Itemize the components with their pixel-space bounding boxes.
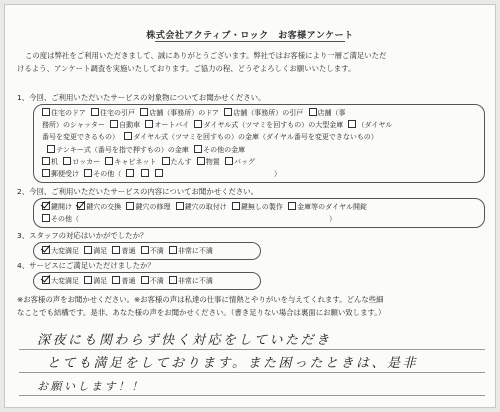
option-label: 住宅のドア bbox=[51, 109, 86, 117]
checkbox[interactable] bbox=[112, 276, 120, 284]
options-row bbox=[42, 168, 476, 180]
option-label: 満足 bbox=[93, 277, 108, 285]
comment-line bbox=[19, 373, 485, 396]
intro-line: けるよう、アンケート調査を実施いたしております。ご協力の程、どうぞよろしくお願いいたします。 bbox=[17, 64, 356, 73]
checkbox[interactable] bbox=[155, 169, 163, 177]
question-2 bbox=[17, 185, 485, 228]
question-4-options bbox=[33, 272, 261, 290]
option-label: ロッカー bbox=[72, 157, 101, 166]
options-row bbox=[42, 213, 476, 225]
option-label: キャビネット bbox=[114, 157, 157, 166]
option-label: 机 bbox=[51, 157, 58, 166]
option-label: テンキー式（番号を指で押すもの）の金庫 bbox=[56, 145, 189, 154]
option-label: 大変満足 bbox=[51, 247, 79, 255]
checkbox[interactable] bbox=[169, 276, 177, 284]
option[interactable] bbox=[140, 107, 219, 119]
question-4-title: 4、サービスにご満足いただけましたか？ bbox=[17, 261, 155, 270]
checkbox-checked[interactable] bbox=[77, 202, 85, 210]
option[interactable] bbox=[145, 119, 189, 131]
checkbox[interactable] bbox=[145, 120, 153, 128]
option[interactable] bbox=[141, 245, 164, 257]
option[interactable] bbox=[225, 156, 255, 168]
checkbox[interactable] bbox=[141, 276, 149, 284]
option-label: オートバイ bbox=[154, 121, 190, 130]
note-line: なことでも結構です。是非、あなた様の声をお聞かせください。（書き足りない場合は裏面にお願い致します。） bbox=[17, 308, 386, 317]
options-row bbox=[42, 119, 476, 131]
option-label: 住宅の引戸 bbox=[100, 109, 136, 117]
checkbox[interactable] bbox=[176, 202, 184, 210]
option[interactable] bbox=[348, 119, 392, 131]
option[interactable] bbox=[77, 201, 121, 213]
option[interactable] bbox=[84, 168, 121, 180]
checkbox[interactable] bbox=[124, 132, 132, 140]
checkbox[interactable] bbox=[140, 108, 148, 116]
option-label: 不満 bbox=[149, 277, 164, 285]
question-2-options bbox=[33, 198, 485, 228]
checkbox[interactable] bbox=[197, 157, 205, 165]
question-1-options bbox=[33, 104, 485, 183]
option-label: 非常に不満 bbox=[177, 277, 213, 285]
option[interactable] bbox=[309, 107, 346, 119]
option[interactable] bbox=[47, 144, 189, 156]
option[interactable] bbox=[141, 168, 150, 180]
comment-text: 深夜にも関わらず快く対応をしていただき bbox=[37, 333, 332, 348]
option[interactable] bbox=[42, 168, 79, 180]
option-label: 鍵開け bbox=[51, 203, 72, 211]
option-label: その他の金庫 bbox=[203, 145, 246, 154]
option-label: バッグ bbox=[234, 157, 256, 166]
options-row bbox=[42, 275, 252, 287]
option-label: 務所）のシャッター bbox=[42, 121, 105, 130]
checkbox[interactable] bbox=[84, 169, 92, 177]
option-label: その他（ bbox=[51, 215, 79, 224]
survey-sheet bbox=[4, 4, 496, 408]
option[interactable] bbox=[42, 275, 79, 287]
option-label: 鍵穴の交換 bbox=[86, 203, 122, 211]
comment-text: お願いします！！ bbox=[37, 380, 145, 393]
option-label: 店舗（事務所）の引戸 bbox=[233, 109, 304, 117]
option[interactable] bbox=[232, 201, 283, 213]
close-paren: ） bbox=[329, 215, 336, 224]
options-row bbox=[42, 131, 476, 143]
checkbox[interactable] bbox=[91, 108, 99, 116]
checkbox[interactable] bbox=[63, 157, 71, 165]
checkbox[interactable] bbox=[105, 157, 113, 165]
checkbox[interactable] bbox=[110, 120, 118, 128]
option-label: 非常に不満 bbox=[177, 247, 213, 255]
option-label: 店舗（事務所）のドア bbox=[149, 109, 220, 117]
option[interactable] bbox=[197, 156, 220, 168]
checkbox[interactable] bbox=[42, 214, 50, 222]
option[interactable] bbox=[105, 156, 156, 168]
option[interactable] bbox=[84, 275, 107, 287]
option[interactable] bbox=[162, 156, 192, 168]
option-label: 郵便受け bbox=[51, 170, 79, 179]
checkbox[interactable] bbox=[126, 202, 134, 210]
close-paren: ） bbox=[273, 170, 281, 179]
question-3 bbox=[17, 229, 485, 260]
checkbox[interactable] bbox=[162, 157, 170, 165]
option-label: ダイヤル式（ツマミを回すもの）の金庫（ダイヤル番号を変更できないもの） bbox=[133, 133, 378, 142]
checkbox[interactable] bbox=[84, 276, 92, 284]
option-label: たんす bbox=[170, 157, 192, 166]
option[interactable] bbox=[141, 275, 164, 287]
option[interactable] bbox=[42, 107, 86, 119]
checkbox-checked[interactable] bbox=[42, 246, 50, 254]
checkbox[interactable] bbox=[126, 169, 134, 177]
checkbox[interactable] bbox=[42, 157, 50, 165]
option-label: 番号を変更できるもの） bbox=[42, 133, 119, 142]
question-1-title: 1、今回、ご利用いただいたサービスの対象物についてお聞かせください。 bbox=[17, 93, 266, 102]
option-label: 鍵穴の修理 bbox=[135, 203, 171, 211]
option[interactable] bbox=[42, 213, 336, 225]
option[interactable] bbox=[124, 131, 378, 143]
option[interactable] bbox=[42, 201, 72, 213]
voice-note bbox=[17, 293, 485, 319]
option[interactable] bbox=[42, 156, 58, 168]
intro-line: この度は弊社をご利用いただきまして、誠にありがとうございます。弊社ではお客様により一層ご満足いただ bbox=[25, 51, 387, 60]
comment-text: とても満足をしております。また困ったときは、是非 bbox=[47, 356, 418, 371]
option[interactable] bbox=[112, 245, 135, 257]
checkbox[interactable] bbox=[141, 246, 149, 254]
option[interactable] bbox=[84, 245, 107, 257]
checkbox[interactable] bbox=[348, 120, 356, 128]
checkbox[interactable] bbox=[169, 246, 177, 254]
title-underline bbox=[155, 41, 345, 42]
option-label: （ダイヤル bbox=[357, 121, 393, 130]
option-label: 鍵穴の取付け bbox=[184, 203, 227, 211]
checkbox[interactable] bbox=[224, 108, 232, 116]
option-label: 自動車 bbox=[119, 121, 141, 130]
comment-line bbox=[19, 327, 485, 350]
checkbox[interactable] bbox=[194, 145, 202, 153]
options-row bbox=[42, 144, 476, 156]
option[interactable] bbox=[112, 275, 135, 287]
checkbox-checked[interactable] bbox=[42, 202, 50, 210]
question-1 bbox=[17, 91, 485, 183]
option-label: 店舗（事 bbox=[317, 109, 346, 117]
question-3-title: 3、スタッフの対応はいかがでしたか？ bbox=[17, 231, 148, 240]
options-row bbox=[42, 107, 476, 119]
option-label: 普通 bbox=[121, 277, 136, 285]
option-label: 不満 bbox=[149, 247, 164, 255]
note-line: ※お客様の声をお聞かせください。※お客様の声は私達の仕事に情熱とやりがいを与えてくれます。どんな些細 bbox=[17, 295, 384, 304]
option[interactable] bbox=[169, 245, 213, 257]
option[interactable] bbox=[288, 201, 367, 213]
option-label: 大変満足 bbox=[51, 277, 79, 285]
checkbox[interactable] bbox=[309, 108, 317, 116]
option-label: ダイヤル式（ツマミを回すもの）の大型金庫 bbox=[203, 121, 344, 130]
comment-line bbox=[19, 350, 485, 373]
checkbox[interactable] bbox=[47, 145, 55, 153]
option[interactable] bbox=[194, 119, 343, 131]
option[interactable] bbox=[169, 275, 213, 287]
checkbox[interactable] bbox=[141, 169, 149, 177]
option[interactable] bbox=[194, 144, 245, 156]
option-label: その他（ bbox=[93, 170, 122, 179]
option[interactable] bbox=[155, 168, 281, 180]
option[interactable] bbox=[176, 201, 227, 213]
option-label: 満足 bbox=[93, 247, 108, 255]
checkbox[interactable] bbox=[84, 246, 92, 254]
option-label: 金庫等のダイヤル開錠 bbox=[297, 203, 367, 211]
checkbox[interactable] bbox=[42, 108, 50, 116]
options-row bbox=[42, 156, 476, 168]
checkbox[interactable] bbox=[232, 202, 240, 210]
option[interactable] bbox=[110, 119, 140, 131]
checkbox[interactable] bbox=[194, 120, 202, 128]
option[interactable] bbox=[91, 107, 135, 119]
question-4 bbox=[17, 259, 485, 290]
option-label: 普通 bbox=[121, 247, 136, 255]
question-2-title: 2、今回、ご利用いただいたサービスの内容についてお聞かせください。 bbox=[17, 187, 259, 196]
option[interactable] bbox=[63, 156, 100, 168]
option[interactable] bbox=[126, 201, 170, 213]
intro-text bbox=[17, 49, 481, 75]
checkbox[interactable] bbox=[112, 246, 120, 254]
handwritten-comment[interactable] bbox=[19, 327, 485, 396]
checkbox[interactable] bbox=[42, 169, 50, 177]
checkbox[interactable] bbox=[288, 202, 296, 210]
option[interactable] bbox=[126, 168, 135, 180]
options-row bbox=[42, 201, 476, 213]
option-label: 物置 bbox=[205, 157, 220, 166]
option-label: 鍵無しの製作 bbox=[240, 203, 283, 211]
checkbox[interactable] bbox=[225, 157, 233, 165]
survey-title: 株式会社アクティブ・ロック お客様アンケート bbox=[146, 31, 354, 41]
question-3-options bbox=[33, 242, 261, 260]
option[interactable] bbox=[224, 107, 303, 119]
checkbox-checked[interactable] bbox=[42, 276, 50, 284]
option[interactable] bbox=[42, 245, 79, 257]
options-row bbox=[42, 245, 252, 257]
